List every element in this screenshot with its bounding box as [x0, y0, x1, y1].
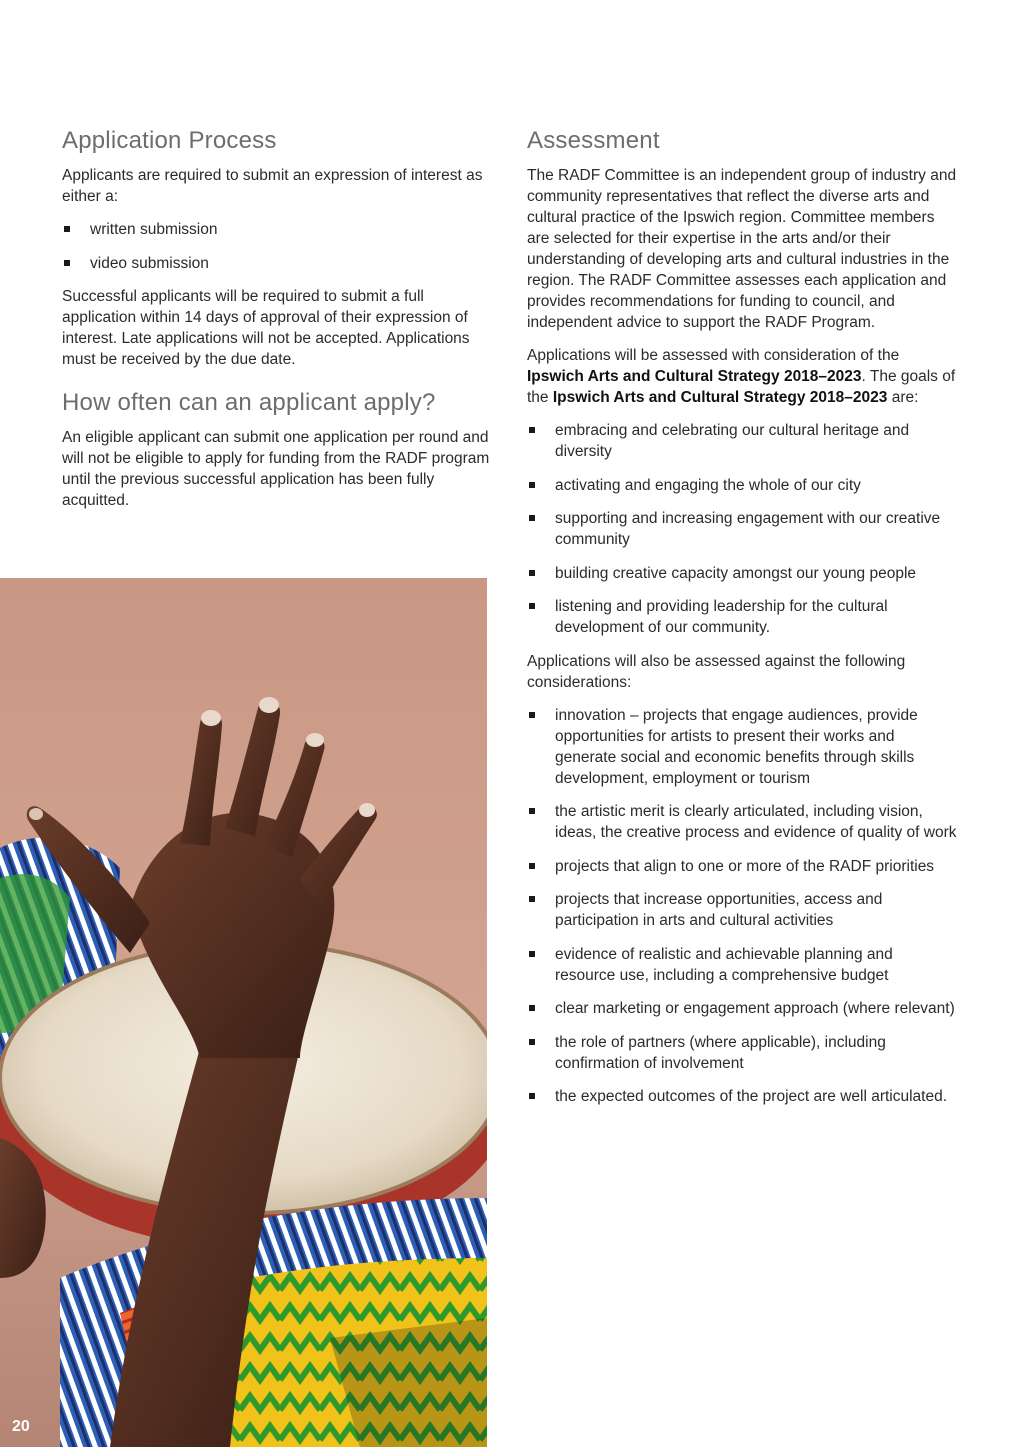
list-item: activating and engaging the whole of our city: [527, 475, 957, 496]
bullet-icon: [529, 1039, 535, 1045]
bullet-icon: [529, 863, 535, 869]
considerations-intro: Applications will also be assessed against the following considerations:: [527, 652, 906, 691]
bullet-icon: [529, 1093, 535, 1099]
bullet-icon: [529, 570, 535, 576]
bullet-icon: [529, 603, 535, 609]
list-item: video submission: [62, 253, 490, 274]
strategy-reference: Ipswich Arts and Cultural Strategy 2018–2023: [527, 368, 862, 385]
apply-frequency-heading: How often can an applicant apply?: [62, 389, 436, 416]
bullet-icon: [529, 1005, 535, 1011]
right-column: [527, 126, 957, 1120]
bullet-icon: [529, 896, 535, 902]
bullet-icon: [64, 260, 70, 266]
full-application-paragraph: Successful applicants will be required to submit a full application within 14 days of approval of their expression of interest. Late applications will not be accepted. Applications must be received by the due date.: [62, 288, 470, 368]
strategy-paragraph: Applications will be assessed with consideration of the Ipswich Arts and Cultural Strategy 2018–2023. The goals of the Ipswich Arts and Cultural Strategy 2018–2023 are:: [527, 347, 956, 406]
strategy-reference: Ipswich Arts and Cultural Strategy 2018–2023: [552, 389, 888, 406]
list-item: innovation – projects that engage audiences, provide opportunities for artists to present their works and generate social and economic benefits through skills development, employment or tourism: [527, 705, 957, 789]
bullet-icon: [529, 951, 535, 957]
list-item: evidence of realistic and achievable planning and resource use, including a comprehensive budget: [527, 944, 957, 986]
list-item: projects that increase opportunities, access and participation in arts and cultural activities: [527, 889, 957, 931]
hand-drum-illustration: [0, 578, 487, 1447]
bullet-icon: [529, 808, 535, 814]
list-item: listening and providing leadership for the cultural development of our community.: [527, 596, 957, 638]
list-item: the expected outcomes of the project are well articulated.: [527, 1086, 957, 1107]
considerations-list: [527, 705, 957, 1108]
committee-paragraph: The RADF Committee is an independent group of industry and community representatives that reflect the diverse arts and cultural practice of the Ipswich region. Committee members are selected for their expertise in the arts and/or their understanding of developing arts and cultural industries in the region. The RADF Committee assesses each application and provides recommendations for funding to council, and independent advice to support the RADF Program.: [527, 167, 957, 331]
left-column: [62, 126, 490, 523]
assessment-heading: Assessment: [527, 127, 660, 154]
bullet-icon: [529, 712, 535, 718]
list-item: building creative capacity amongst our young people: [527, 563, 957, 584]
list-item: supporting and increasing engagement with our creative community: [527, 508, 957, 550]
list-item: embracing and celebrating our cultural heritage and diversity: [527, 420, 957, 462]
page-number: 20: [12, 1418, 30, 1435]
bullet-icon: [529, 515, 535, 521]
bullet-icon: [64, 226, 70, 232]
bullet-icon: [529, 482, 535, 488]
drumming-photo: [0, 578, 487, 1447]
submission-types-list: [62, 219, 490, 274]
application-process-heading: Application Process: [62, 127, 277, 154]
bullet-icon: [529, 427, 535, 433]
list-item: written submission: [62, 219, 490, 240]
list-item: clear marketing or engagement approach (where relevant): [527, 998, 957, 1019]
apply-frequency-paragraph: An eligible applicant can submit one application per round and will not be eligible to apply for funding from the RADF program until the previous successful application has been fully acquitted.: [62, 429, 490, 509]
list-item: the artistic merit is clearly articulated, including vision, ideas, the creative process and evidence of quality of work: [527, 801, 957, 843]
goals-list: [527, 420, 957, 638]
application-intro: Applicants are required to submit an expression of interest as either a:: [62, 167, 483, 205]
list-item: projects that align to one or more of the RADF priorities: [527, 856, 957, 877]
list-item: the role of partners (where applicable), including confirmation of involvement: [527, 1032, 957, 1074]
